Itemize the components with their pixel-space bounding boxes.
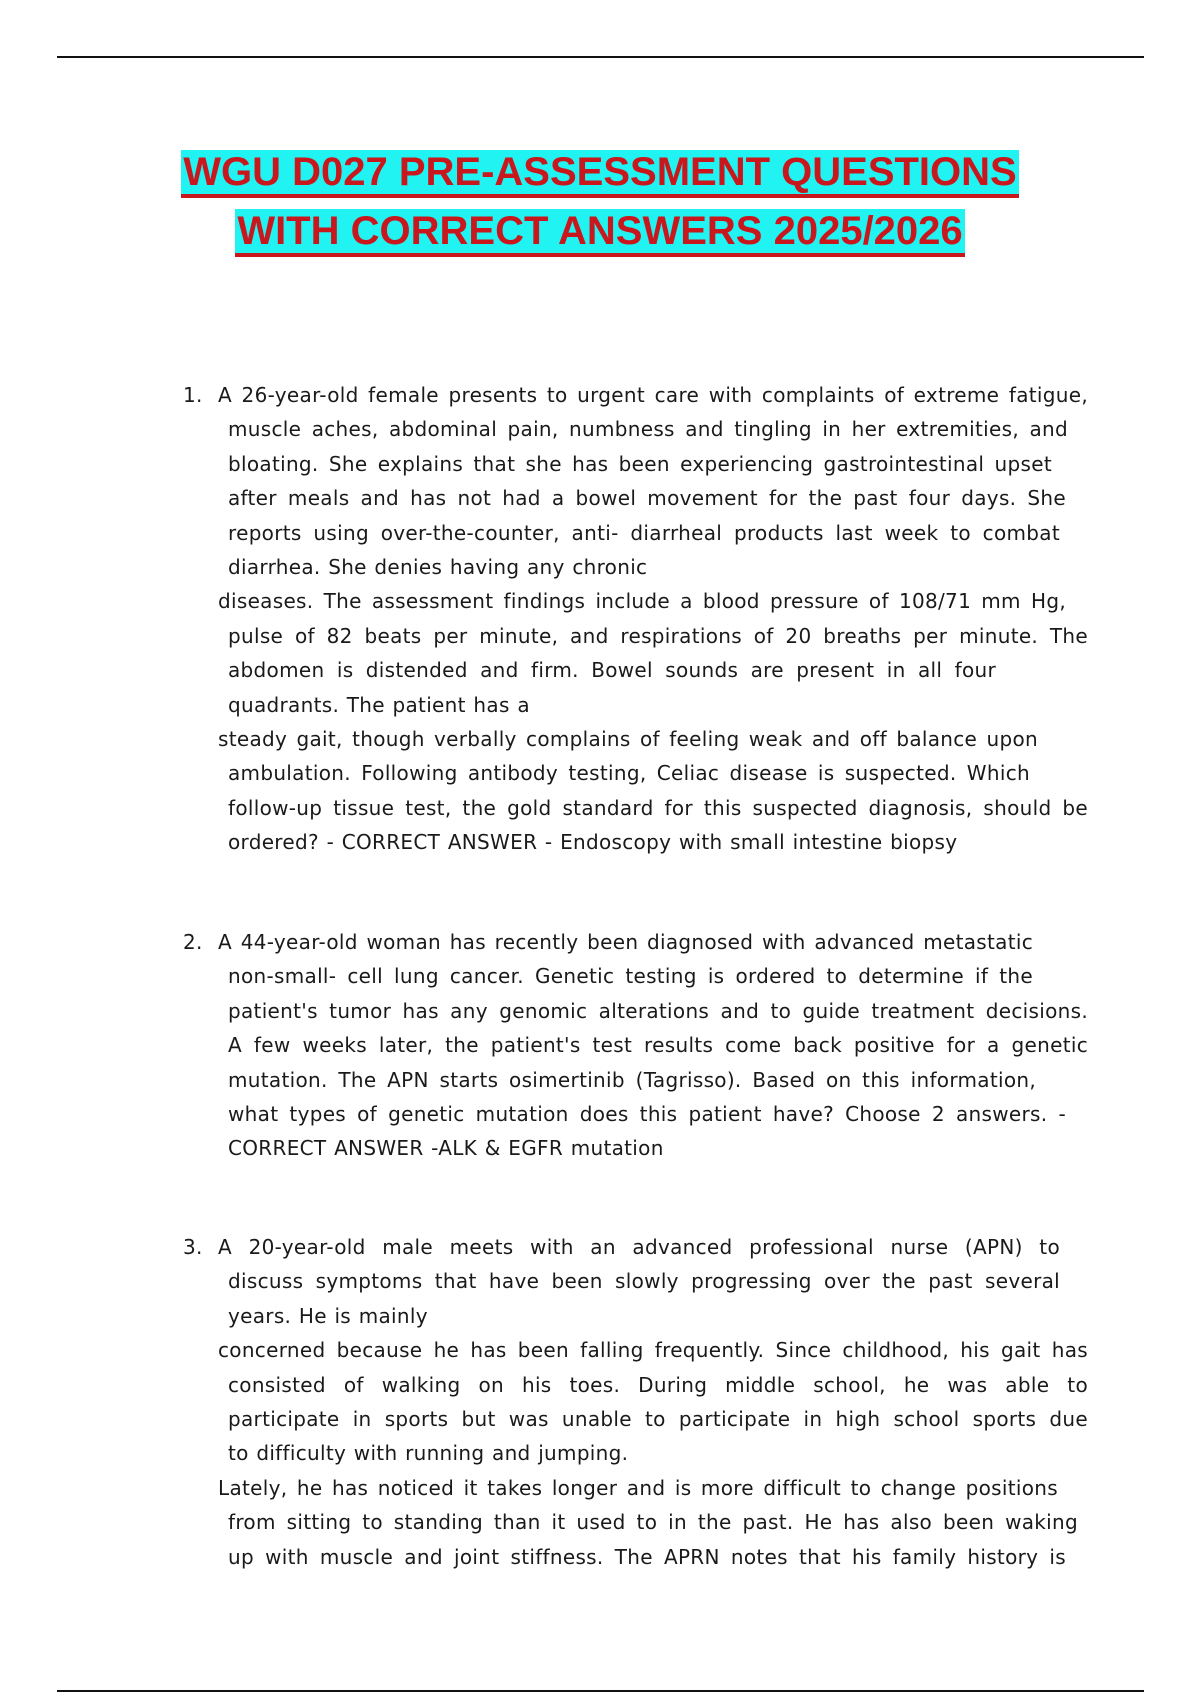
question-number: 2. bbox=[183, 930, 203, 954]
text-line: diseases. The assessment findings include a blood pressure of 108/71 mm Hg, bbox=[218, 589, 1066, 614]
question-number: 3. bbox=[183, 1235, 203, 1259]
top-page-rule bbox=[57, 56, 1144, 58]
question-text bbox=[218, 925, 1088, 1166]
text-line: from sitting to standing than it used to in the past. He has also been waking bbox=[228, 1510, 1078, 1535]
text-line: concerned because he has been falling frequently. Since childhood, his gait has bbox=[218, 1338, 1088, 1363]
text-line: participate in sports but was unable to participate in high school sports due bbox=[228, 1406, 1088, 1431]
text-line: years. He is mainly bbox=[228, 1303, 428, 1328]
text-line: non-small- cell lung cancer. Genetic testing is ordered to determine if the bbox=[228, 964, 1033, 989]
bottom-page-rule bbox=[57, 1690, 1144, 1692]
text-line: patient's tumor has any genomic alterations and to guide treatment decisions. bbox=[228, 998, 1088, 1023]
text-line: reports using over-the-counter, anti- diarrheal products last week to combat bbox=[228, 520, 1060, 545]
text-line: after meals and has not had a bowel movement for the past four days. She bbox=[228, 486, 1066, 511]
text-line: A few weeks later, the patient's test results come back positive for a genetic bbox=[228, 1033, 1088, 1058]
text-line: what types of genetic mutation does this patient have? Choose 2 answers. - bbox=[228, 1101, 1066, 1126]
text-line: steady gait, though verbally complains of feeling weak and off balance upon bbox=[218, 726, 1038, 751]
question-number: 1. bbox=[183, 383, 203, 407]
question-text bbox=[218, 1230, 1088, 1574]
text-line: mutation. The APN starts osimertinib (Tagrisso). Based on this information, bbox=[228, 1067, 1036, 1092]
text-line: follow-up tissue test, the gold standard for this suspected diagnosis, should be bbox=[228, 795, 1088, 820]
text-line: abdomen is distended and firm. Bowel sounds are present in all four bbox=[228, 658, 996, 683]
question-2 bbox=[183, 925, 1088, 1166]
title-line-2: WITH CORRECT ANSWERS 2025/2026 bbox=[235, 209, 964, 257]
answer-line: ordered? - CORRECT ANSWER - Endoscopy with small intestine biopsy bbox=[228, 830, 958, 855]
text-line: A 26-year-old female presents to urgent care with complaints of extreme fatigue, bbox=[218, 383, 1088, 407]
question-1 bbox=[183, 378, 1088, 859]
text-line: A 44-year-old woman has recently been diagnosed with advanced metastatic bbox=[218, 930, 1033, 954]
title-line-1: WGU D027 PRE-ASSESSMENT QUESTIONS bbox=[181, 150, 1018, 198]
document-title bbox=[0, 145, 1200, 263]
text-line: pulse of 82 beats per minute, and respirations of 20 breaths per minute. The bbox=[228, 623, 1088, 648]
text-line: bloating. She explains that she has been experiencing gastrointestinal upset bbox=[228, 451, 1052, 476]
text-line: muscle aches, abdominal pain, numbness and tingling in her extremities, and bbox=[228, 417, 1068, 442]
text-line: Lately, he has noticed it takes longer and is more difficult to change positions bbox=[218, 1475, 1058, 1500]
text-line: A 20-year-old male meets with an advanced professional nurse (APN) to bbox=[218, 1235, 1060, 1259]
text-line: discuss symptoms that have been slowly progressing over the past several bbox=[228, 1269, 1060, 1294]
question-3 bbox=[183, 1230, 1088, 1574]
text-line: to difficulty with running and jumping. bbox=[228, 1441, 629, 1466]
text-line: quadrants. The patient has a bbox=[228, 692, 530, 717]
text-line: consisted of walking on his toes. During middle school, he was able to bbox=[228, 1372, 1088, 1397]
answer-line: CORRECT ANSWER -ALK & EGFR mutation bbox=[228, 1136, 664, 1161]
text-line: diarrhea. She denies having any chronic bbox=[228, 554, 648, 579]
text-line: up with muscle and joint stiffness. The APRN notes that his family history is bbox=[228, 1544, 1066, 1569]
text-line: ambulation. Following antibody testing, Celiac disease is suspected. Which bbox=[228, 761, 1030, 786]
question-text bbox=[218, 378, 1088, 859]
